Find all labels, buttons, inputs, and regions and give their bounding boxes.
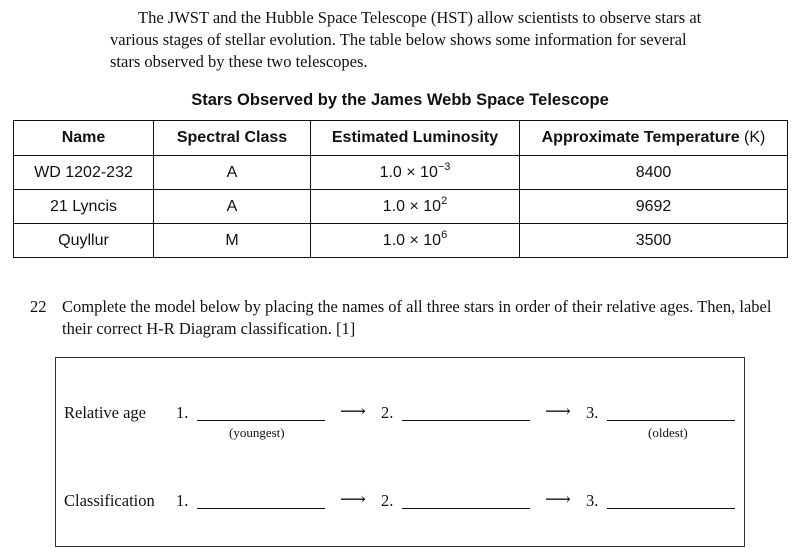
header-temperature-unit: (K) bbox=[744, 129, 766, 146]
cell-name: 21 Lyncis bbox=[14, 190, 154, 224]
question-text: Complete the model below by placing the names of all three stars in order of their relative ages. Then, label their correct H-R Diagram classification. [1] bbox=[62, 297, 772, 338]
arrow-icon: ⟶ bbox=[340, 401, 366, 421]
classification-blank-2[interactable] bbox=[402, 508, 530, 509]
relative-age-number-1: 1. bbox=[176, 403, 189, 422]
cell-temperature: 9692 bbox=[520, 190, 788, 224]
luminosity-exponent: 2 bbox=[441, 194, 448, 207]
relative-age-blank-2[interactable] bbox=[402, 420, 530, 421]
oldest-note: (oldest) bbox=[648, 425, 688, 440]
youngest-note: (youngest) bbox=[229, 425, 285, 440]
intro-text: The JWST and the Hubble Space Telescope (HST) allow scientists to observe stars at various stages of stellar evolution. The table below shows some information for several stars observed by these two telescopes. bbox=[110, 8, 702, 71]
luminosity-base: 1.0 × 10 bbox=[382, 197, 442, 215]
arrow-icon: ⟶ bbox=[340, 489, 366, 509]
cell-spectral-class: A bbox=[154, 156, 311, 190]
intro-paragraph bbox=[110, 7, 710, 73]
cell-name: WD 1202-232 bbox=[14, 156, 154, 190]
cell-luminosity bbox=[311, 224, 520, 258]
table-header-row bbox=[14, 121, 788, 156]
cell-luminosity bbox=[311, 156, 520, 190]
relative-age-number-2: 2. bbox=[381, 403, 394, 422]
classification-number-3: 3. bbox=[586, 491, 599, 510]
table-row bbox=[14, 156, 788, 190]
relative-age-blank-1[interactable] bbox=[197, 420, 325, 421]
classification-number-1: 1. bbox=[176, 491, 189, 510]
cell-name: Quyllur bbox=[14, 224, 154, 258]
table-row bbox=[14, 224, 788, 258]
header-temperature-label: Approximate Temperature bbox=[541, 129, 740, 146]
cell-temperature: 3500 bbox=[520, 224, 788, 258]
cell-spectral-class: M bbox=[154, 224, 311, 258]
arrow-icon: ⟶ bbox=[545, 489, 571, 509]
luminosity-exponent: 6 bbox=[441, 228, 448, 241]
cell-spectral-class: A bbox=[154, 190, 311, 224]
cell-luminosity bbox=[311, 190, 520, 224]
classification-blank-1[interactable] bbox=[197, 508, 325, 509]
luminosity-exponent: −3 bbox=[437, 160, 451, 173]
relative-age-number-3: 3. bbox=[586, 403, 599, 422]
header-spectral-class: Spectral Class bbox=[154, 121, 311, 156]
stars-table bbox=[13, 120, 788, 258]
luminosity-base: 1.0 × 10 bbox=[382, 231, 442, 249]
header-approximate-temperature bbox=[520, 121, 788, 156]
luminosity-base: 1.0 × 10 bbox=[379, 163, 438, 181]
relative-age-blank-3[interactable] bbox=[607, 420, 735, 421]
table-row bbox=[14, 190, 788, 224]
header-name: Name bbox=[14, 121, 154, 156]
relative-age-label: Relative age bbox=[64, 403, 147, 422]
model-box bbox=[55, 357, 745, 547]
classification-label: Classification bbox=[64, 491, 155, 510]
classification-blank-3[interactable] bbox=[607, 508, 735, 509]
classification-number-2: 2. bbox=[381, 491, 394, 510]
arrow-icon: ⟶ bbox=[545, 401, 571, 421]
header-estimated-luminosity: Estimated Luminosity bbox=[311, 121, 520, 156]
question-number: 22 bbox=[30, 297, 47, 316]
cell-temperature: 8400 bbox=[520, 156, 788, 190]
table-title: Stars Observed by the James Webb Space Telescope bbox=[191, 91, 609, 109]
